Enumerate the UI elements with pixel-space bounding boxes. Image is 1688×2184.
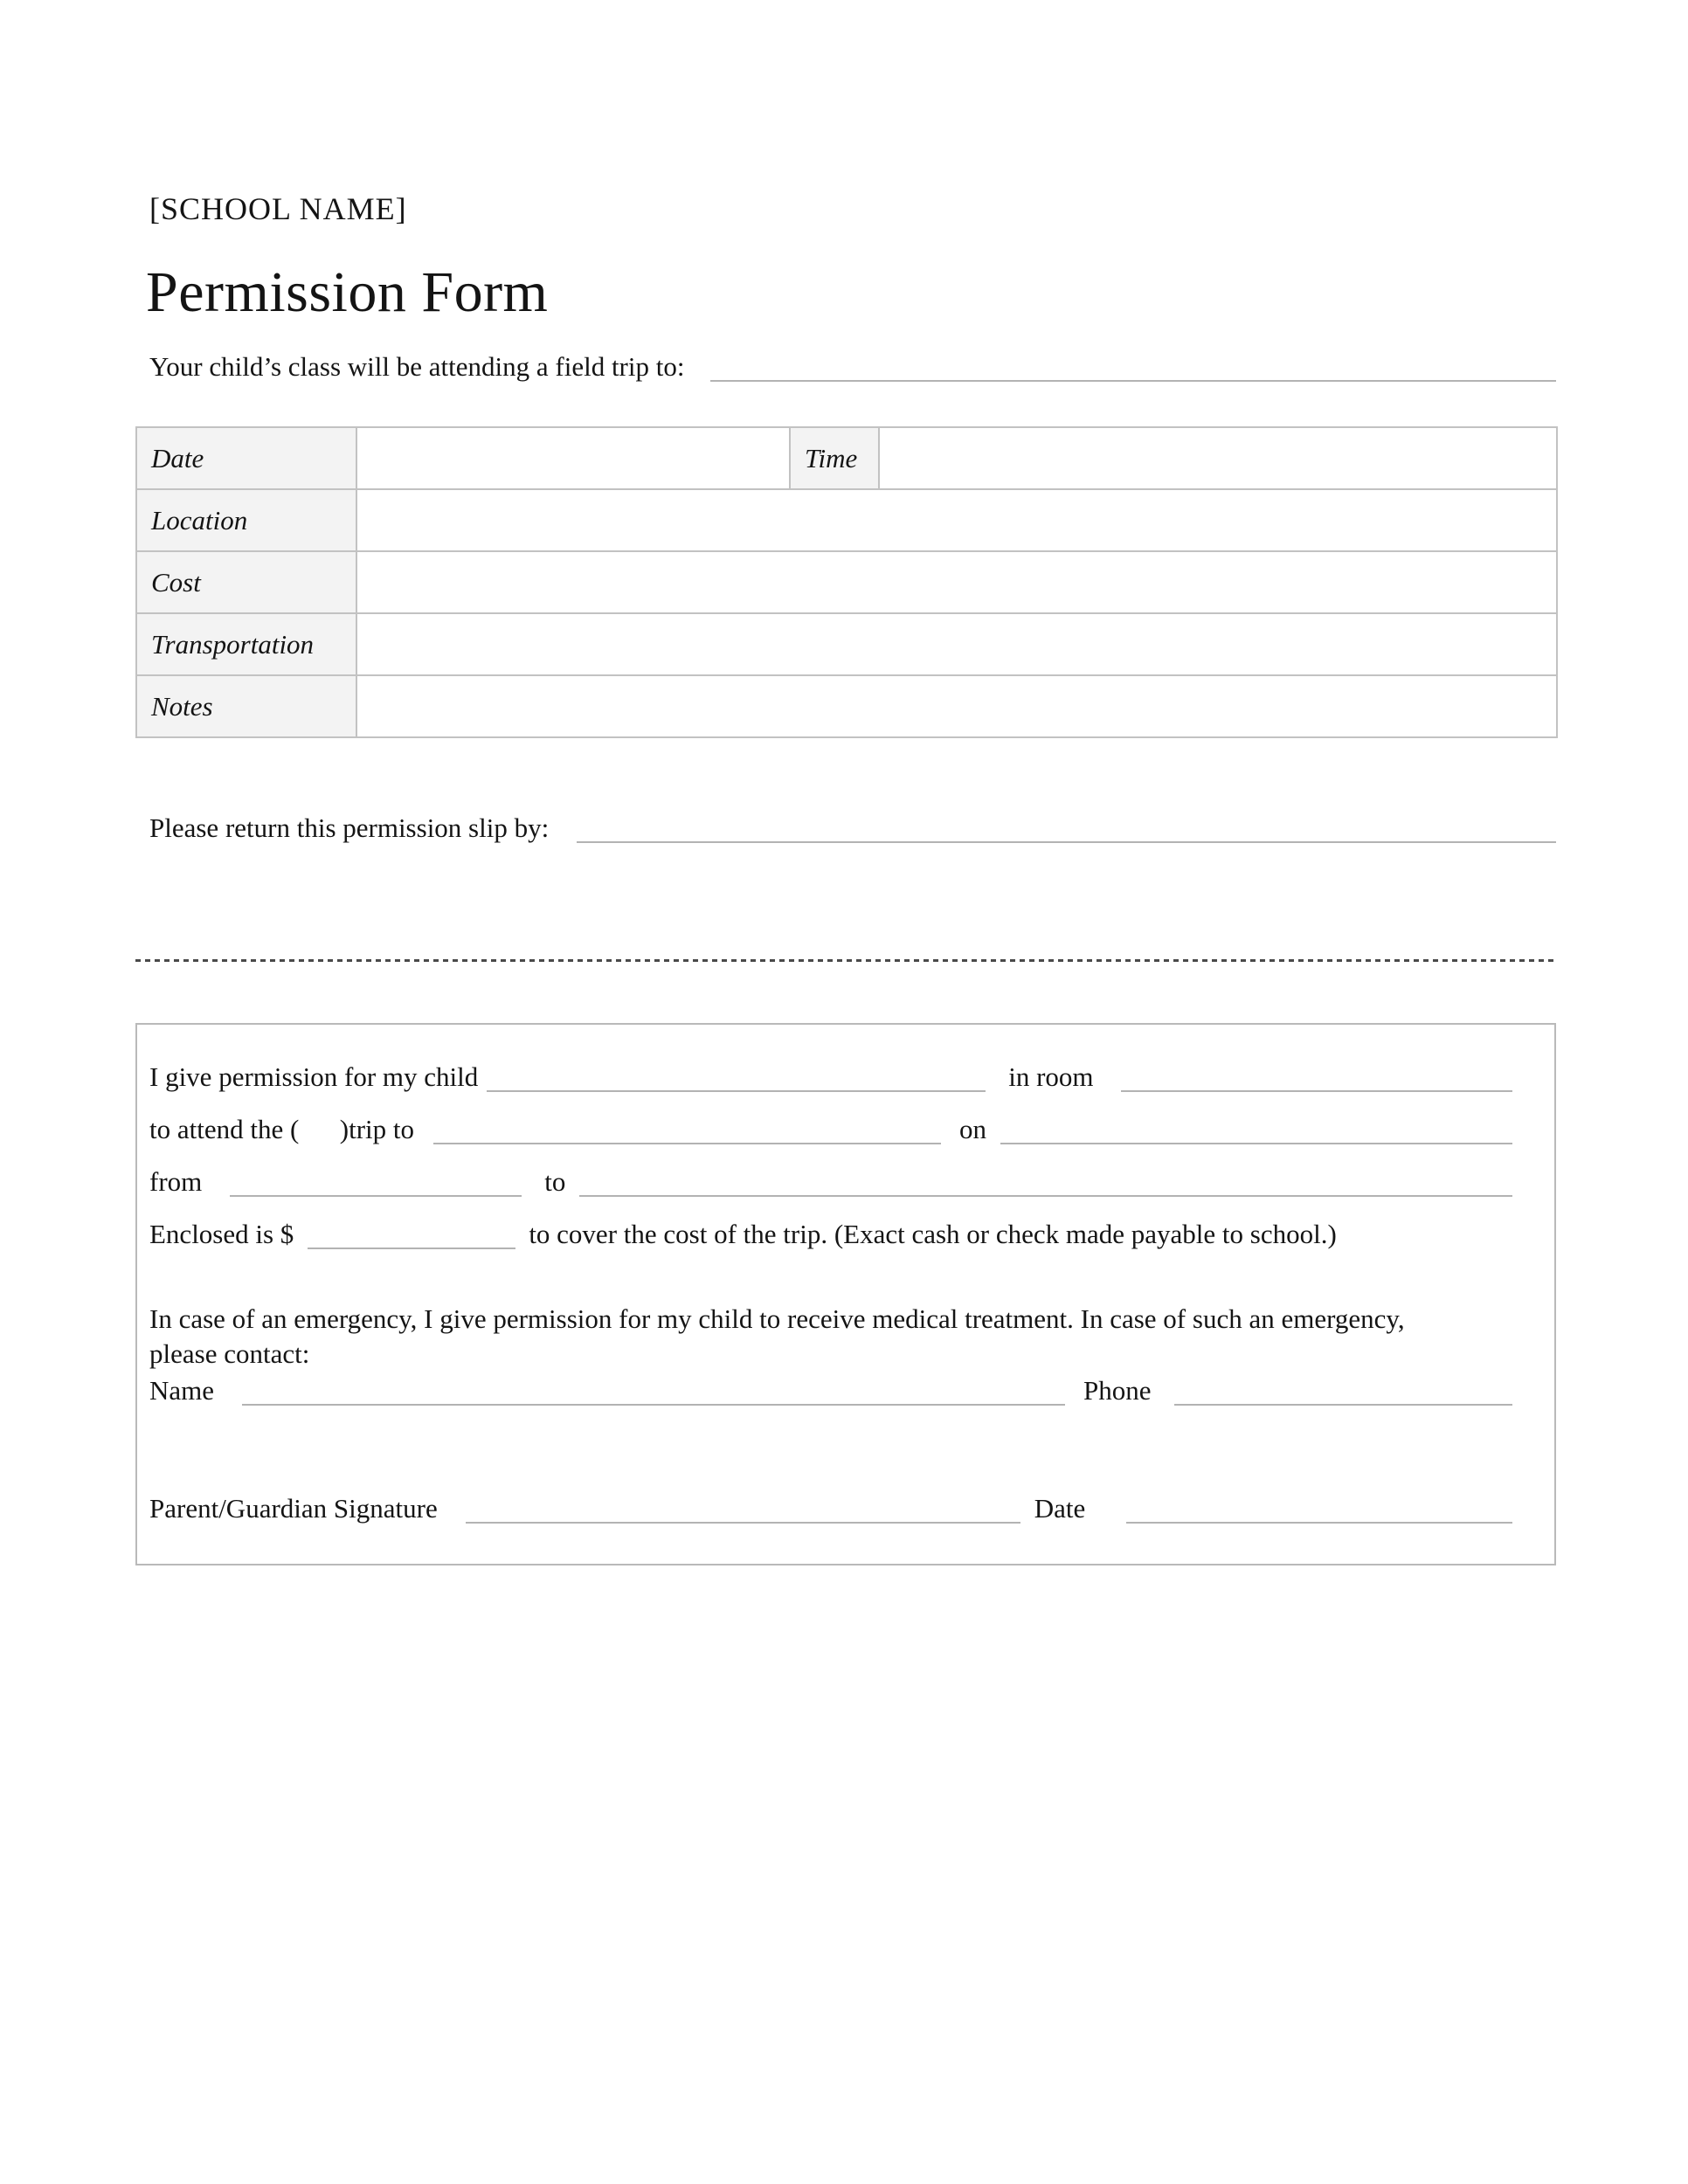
transportation-label-cell: Transportation (136, 613, 356, 675)
notes-label-cell: Notes (136, 675, 356, 737)
contact-name-label: Name (149, 1375, 215, 1406)
to-label: to (544, 1166, 566, 1197)
contact-phone-label: Phone (1083, 1375, 1152, 1406)
emergency-paragraph: In case of an emergency, I give permission for my child to receive medical treatment. In case of such an emergency, please contact: (149, 1303, 1405, 1369)
signature-label: Parent/Guardian Signature (149, 1493, 438, 1524)
signature-field[interactable] (466, 1522, 1020, 1524)
permission-prefix-label: I give permission for my child (149, 1061, 479, 1092)
transportation-value-cell[interactable] (356, 613, 1557, 675)
signature-row (137, 1493, 1554, 1524)
trip-destination-field[interactable] (433, 1143, 941, 1144)
time-value-cell[interactable] (879, 427, 1557, 489)
child-name-field[interactable] (487, 1090, 986, 1092)
table-row-cost (136, 551, 1557, 613)
room-number-field[interactable] (1121, 1090, 1512, 1092)
cost-label-cell: Cost (136, 551, 356, 613)
return-by-label: Please return this permission slip by: (149, 812, 550, 843)
signature-date-label: Date (1034, 1493, 1086, 1524)
location-label-cell: Location (136, 489, 356, 551)
signature-date-field[interactable] (1126, 1522, 1512, 1524)
date-label-cell: Date (136, 427, 356, 489)
trip-destination-row (137, 1114, 1554, 1145)
attend-trip-label: to attend the ( )trip to (149, 1114, 415, 1144)
page-title: Permission Form (146, 260, 549, 324)
contact-name-field[interactable] (242, 1404, 1065, 1406)
from-label: from (149, 1166, 203, 1197)
return-by-field[interactable] (577, 841, 1556, 843)
field-trip-destination-label: Your child’s class will be attending a field trip to: (149, 351, 685, 382)
trip-times-row (137, 1166, 1554, 1198)
field-trip-destination-field[interactable] (710, 380, 1556, 382)
notes-value-cell[interactable] (356, 675, 1557, 737)
in-room-label: in room (1008, 1061, 1094, 1092)
to-time-field[interactable] (579, 1195, 1512, 1197)
table-row-date-time (136, 427, 1557, 489)
cut-line-separator (135, 959, 1556, 962)
child-name-row (137, 1061, 1554, 1093)
school-name: [SCHOOL NAME] (149, 191, 407, 226)
field-trip-destination-row (149, 351, 1556, 383)
emergency-contact-row (137, 1375, 1554, 1406)
table-row-location (136, 489, 1557, 551)
trip-details-table (135, 426, 1558, 738)
enclosed-suffix-label: to cover the cost of the trip. (Exact cash or check made payable to school.) (529, 1219, 1337, 1249)
permission-slip-box (135, 1023, 1556, 1565)
return-by-row (149, 812, 1556, 844)
table-row-notes (136, 675, 1557, 737)
time-label-cell: Time (790, 427, 879, 489)
cost-value-cell[interactable] (356, 551, 1557, 613)
enclosed-amount-row (137, 1219, 1554, 1250)
contact-phone-field[interactable] (1174, 1404, 1512, 1406)
trip-date-field[interactable] (1000, 1143, 1512, 1144)
location-value-cell[interactable] (356, 489, 1557, 551)
enclosed-amount-field[interactable] (308, 1248, 515, 1249)
date-value-cell[interactable] (356, 427, 790, 489)
on-label: on (959, 1114, 987, 1144)
table-row-transportation (136, 613, 1557, 675)
from-time-field[interactable] (230, 1195, 522, 1197)
enclosed-prefix-label: Enclosed is $ (149, 1219, 294, 1249)
